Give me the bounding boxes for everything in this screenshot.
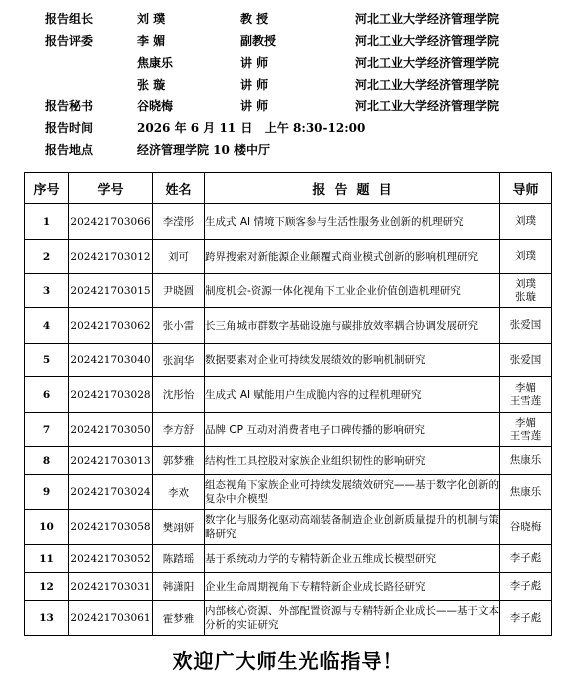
table-row [25,601,552,636]
cell-student-id: 202421703062 [69,308,153,344]
cell-name: 张小雷 [153,308,205,344]
cell-topic: 基于系统动力学的专精特新企业五维成长模型研究 [205,545,500,573]
cell-topic: 品牌 CP 互动对消费者电子口碑传播的影响研究 [205,413,500,447]
place-row [0,140,576,160]
cell-advisor: 刘璞 张璇 [500,274,552,308]
secretary-name: 谷晓梅 [137,99,174,113]
cell-student-id: 202421703031 [69,573,153,601]
cell-student-id: 202421703013 [69,447,153,475]
judge-inst: 河北工业大学经济管理学院 [355,78,500,92]
cell-advisor: 刘璞 [500,204,552,240]
cell-advisor: 李子彪 [500,601,552,636]
cell-advisor: 李子彪 [500,545,552,573]
header-id: 学号 [69,173,153,204]
cell-topic: 数字化与服务化驱动高端装备制造企业创新质量提升的机制与策略研究 [205,510,500,545]
cell-name: 沈彤怡 [153,377,205,413]
cell-name: 樊翊妍 [153,510,205,545]
judge-title: 讲 师 [240,78,269,92]
table-row [25,545,552,573]
cell-advisor: 焦康乐 [500,475,552,510]
cell-name: 霍梦雅 [153,601,205,636]
agenda-table [24,172,552,636]
table-row [25,308,552,344]
cell-name: 李方舒 [153,413,205,447]
judge-title: 副教授 [240,34,277,48]
cell-no: 1 [25,204,69,240]
cell-advisor: 刘璞 [500,240,552,274]
cell-topic: 长三角城市群数字基础设施与碳排放效率耦合协调发展研究 [205,308,500,344]
cell-advisor: 张爱国 [500,308,552,344]
cell-name: 张润华 [153,344,205,377]
judge-row-3 [0,75,576,95]
secretary-inst: 河北工业大学经济管理学院 [355,99,500,113]
cell-no: 5 [25,344,69,377]
cell-topic: 跨界搜索对新能源企业颠覆式商业模式创新的影响机理研究 [205,240,500,274]
judge-row-1 [0,31,576,51]
cell-advisor: 张爱国 [500,344,552,377]
cell-no: 7 [25,413,69,447]
cell-name: 尹晓圆 [153,274,205,308]
cell-no: 3 [25,274,69,308]
header-topic: 报 告 题 目 [205,173,500,204]
footer-welcome: 欢迎广大师生光临指导！ [172,649,404,673]
table-row [25,344,552,377]
cell-student-id: 202421703066 [69,204,153,240]
cell-advisor: 焦康乐 [500,447,552,475]
cell-topic: 组态视角下家族企业可持续发展绩效研究——基于数字化创新的复杂中介模型 [205,475,500,510]
cell-name: 陈踏瑶 [153,545,205,573]
cell-topic: 生成式 AI 赋能用户生成脆内容的过程机理研究 [205,377,500,413]
cell-no: 6 [25,377,69,413]
time-value: 2026 年 6 月 11 日 上午 8:30-12:00 [137,121,366,135]
cell-no: 11 [25,545,69,573]
judge-row-2 [0,53,576,73]
secretary-label: 报告秘书 [45,99,94,113]
time-label: 报告时间 [45,121,94,135]
table-body [25,204,552,636]
cell-student-id: 202421703058 [69,510,153,545]
cell-student-id: 202421703040 [69,344,153,377]
cell-student-id: 202421703024 [69,475,153,510]
table-row [25,274,552,308]
leader-title: 教 授 [240,12,269,26]
header-name: 姓名 [153,173,205,204]
cell-student-id: 202421703028 [69,377,153,413]
header-no: 序号 [25,173,69,204]
table-row [25,377,552,413]
cell-advisor: 谷晓梅 [500,510,552,545]
cell-student-id: 202421703061 [69,601,153,636]
cell-no: 8 [25,447,69,475]
judge-inst: 河北工业大学经济管理学院 [355,34,500,48]
cell-name: 郭梦雅 [153,447,205,475]
place-label: 报告地点 [45,143,94,157]
secretary-row [0,96,576,116]
cell-student-id: 202421703012 [69,240,153,274]
leader-inst: 河北工业大学经济管理学院 [355,12,500,26]
judge-name: 焦康乐 [137,56,174,70]
cell-name: 韩潇阳 [153,573,205,601]
cell-advisor: 李媚 王雪莲 [500,413,552,447]
cell-no: 10 [25,510,69,545]
cell-topic: 制度机会-资源一体化视角下工业企业价值创造机理研究 [205,274,500,308]
cell-no: 4 [25,308,69,344]
judge-title: 讲 师 [240,56,269,70]
cell-topic: 生成式 AI 情境下顾客参与生活性服务业创新的机理研究 [205,204,500,240]
secretary-title: 讲 师 [240,99,269,113]
cell-student-id: 202421703015 [69,274,153,308]
cell-advisor: 李媚 王雪莲 [500,377,552,413]
cell-no: 13 [25,601,69,636]
judge-name: 张 璇 [137,78,166,92]
judges-label: 报告评委 [45,34,94,48]
cell-name: 刘可 [153,240,205,274]
header-advisor: 导师 [500,173,552,204]
place-value: 经济管理学院 10 楼中厅 [137,143,271,157]
cell-student-id: 202421703050 [69,413,153,447]
table-row [25,447,552,475]
table-row [25,204,552,240]
table-header-row [25,173,552,204]
leader-row [0,9,576,29]
cell-no: 9 [25,475,69,510]
table-row [25,510,552,545]
cell-no: 12 [25,573,69,601]
cell-name: 李欢 [153,475,205,510]
table-row [25,475,552,510]
cell-topic: 结构性工具控股对家族企业组织韧性的影响研究 [205,447,500,475]
cell-topic: 企业生命周期视角下专精特新企业成长路径研究 [205,573,500,601]
table-row [25,413,552,447]
time-row [0,118,576,138]
leader-name: 刘 璞 [137,12,166,26]
leader-label: 报告组长 [45,12,94,26]
cell-topic: 内部核心资源、外部配置资源与专精特新企业成长——基于文本分析的实证研究 [205,601,500,636]
cell-advisor: 李子彪 [500,573,552,601]
table-row [25,240,552,274]
cell-no: 2 [25,240,69,274]
judge-name: 李 媚 [137,34,166,48]
table-row [25,573,552,601]
cell-name: 李滢彤 [153,204,205,240]
cell-student-id: 202421703052 [69,545,153,573]
cell-topic: 数据要素对企业可持续发展绩效的影响机制研究 [205,344,500,377]
judge-inst: 河北工业大学经济管理学院 [355,56,500,70]
